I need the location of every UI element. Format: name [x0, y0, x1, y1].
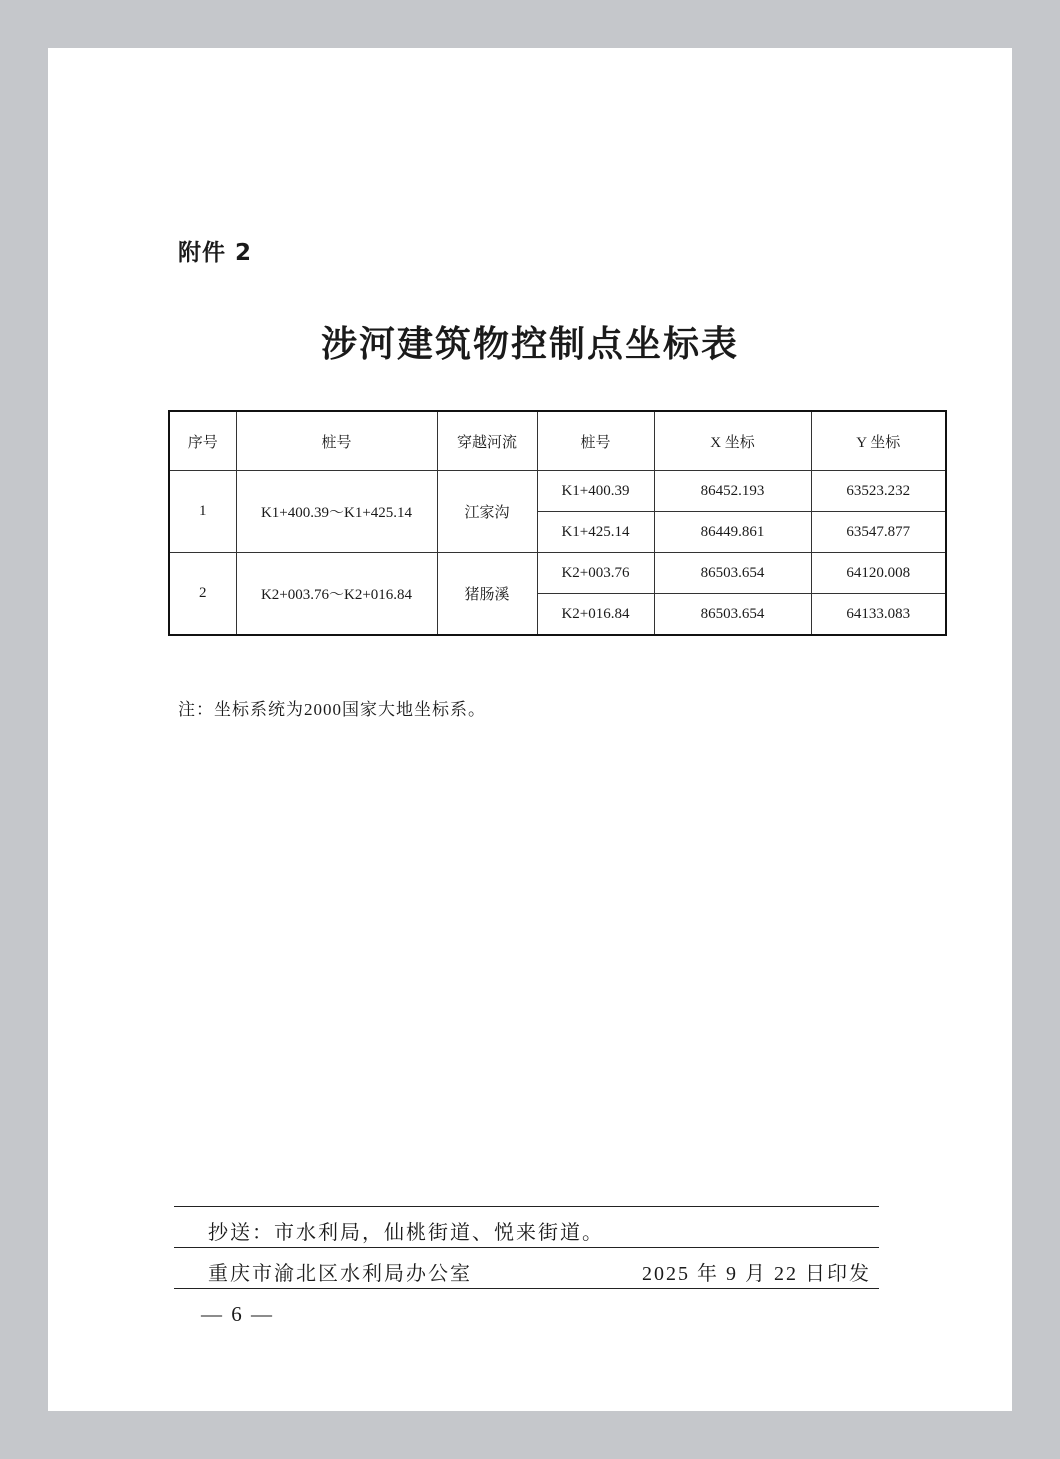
cell-station-range: K2+003.76～K2+016.84: [236, 553, 437, 636]
cell-station: K2+016.84: [537, 594, 654, 636]
cc-line: [174, 1206, 879, 1247]
cell-station: K1+400.39: [537, 471, 654, 512]
cell-index: 2: [169, 553, 236, 636]
cell-river: 江家沟: [437, 471, 537, 553]
header-x-coordinate: X 坐标: [654, 411, 811, 471]
document-footer: [174, 1206, 879, 1289]
document-page: [48, 48, 1012, 1411]
cc-recipients: 抄送：市水利局，仙桃街道、悦来街道。: [208, 1222, 604, 1244]
header-station: 桩号: [537, 411, 654, 471]
header-station-range: 桩号: [236, 411, 437, 471]
cell-y: 64133.083: [811, 594, 946, 636]
header-river: 穿越河流: [437, 411, 537, 471]
cell-station: K1+425.14: [537, 512, 654, 553]
issuer-office: 重庆市渝北区水利局办公室: [208, 1263, 472, 1285]
attachment-label: 附件 2: [178, 240, 253, 266]
cell-x: 86503.654: [654, 553, 811, 594]
table-row: [169, 471, 946, 512]
cell-river: 猪肠溪: [437, 553, 537, 636]
coordinates-table: [168, 410, 947, 636]
cell-y: 63547.877: [811, 512, 946, 553]
cell-y: 63523.232: [811, 471, 946, 512]
page-number: — 6 —: [201, 1302, 274, 1326]
issue-date: 2025 年 9 月 22 日印发: [642, 1263, 871, 1285]
cell-station-range: K1+400.39～K1+425.14: [236, 471, 437, 553]
cell-x: 86503.654: [654, 594, 811, 636]
cell-y: 64120.008: [811, 553, 946, 594]
table-row: [169, 553, 946, 594]
issuer-line: [174, 1247, 879, 1289]
header-index: 序号: [169, 411, 236, 471]
cell-x: 86452.193: [654, 471, 811, 512]
table-note: 注：坐标系统为2000国家大地坐标系。: [178, 700, 486, 719]
cell-station: K2+003.76: [537, 553, 654, 594]
cell-x: 86449.861: [654, 512, 811, 553]
document-title: 涉河建筑物控制点坐标表: [320, 323, 739, 365]
cell-index: 1: [169, 471, 236, 553]
table-header-row: [169, 411, 946, 471]
header-y-coordinate: Y 坐标: [811, 411, 946, 471]
